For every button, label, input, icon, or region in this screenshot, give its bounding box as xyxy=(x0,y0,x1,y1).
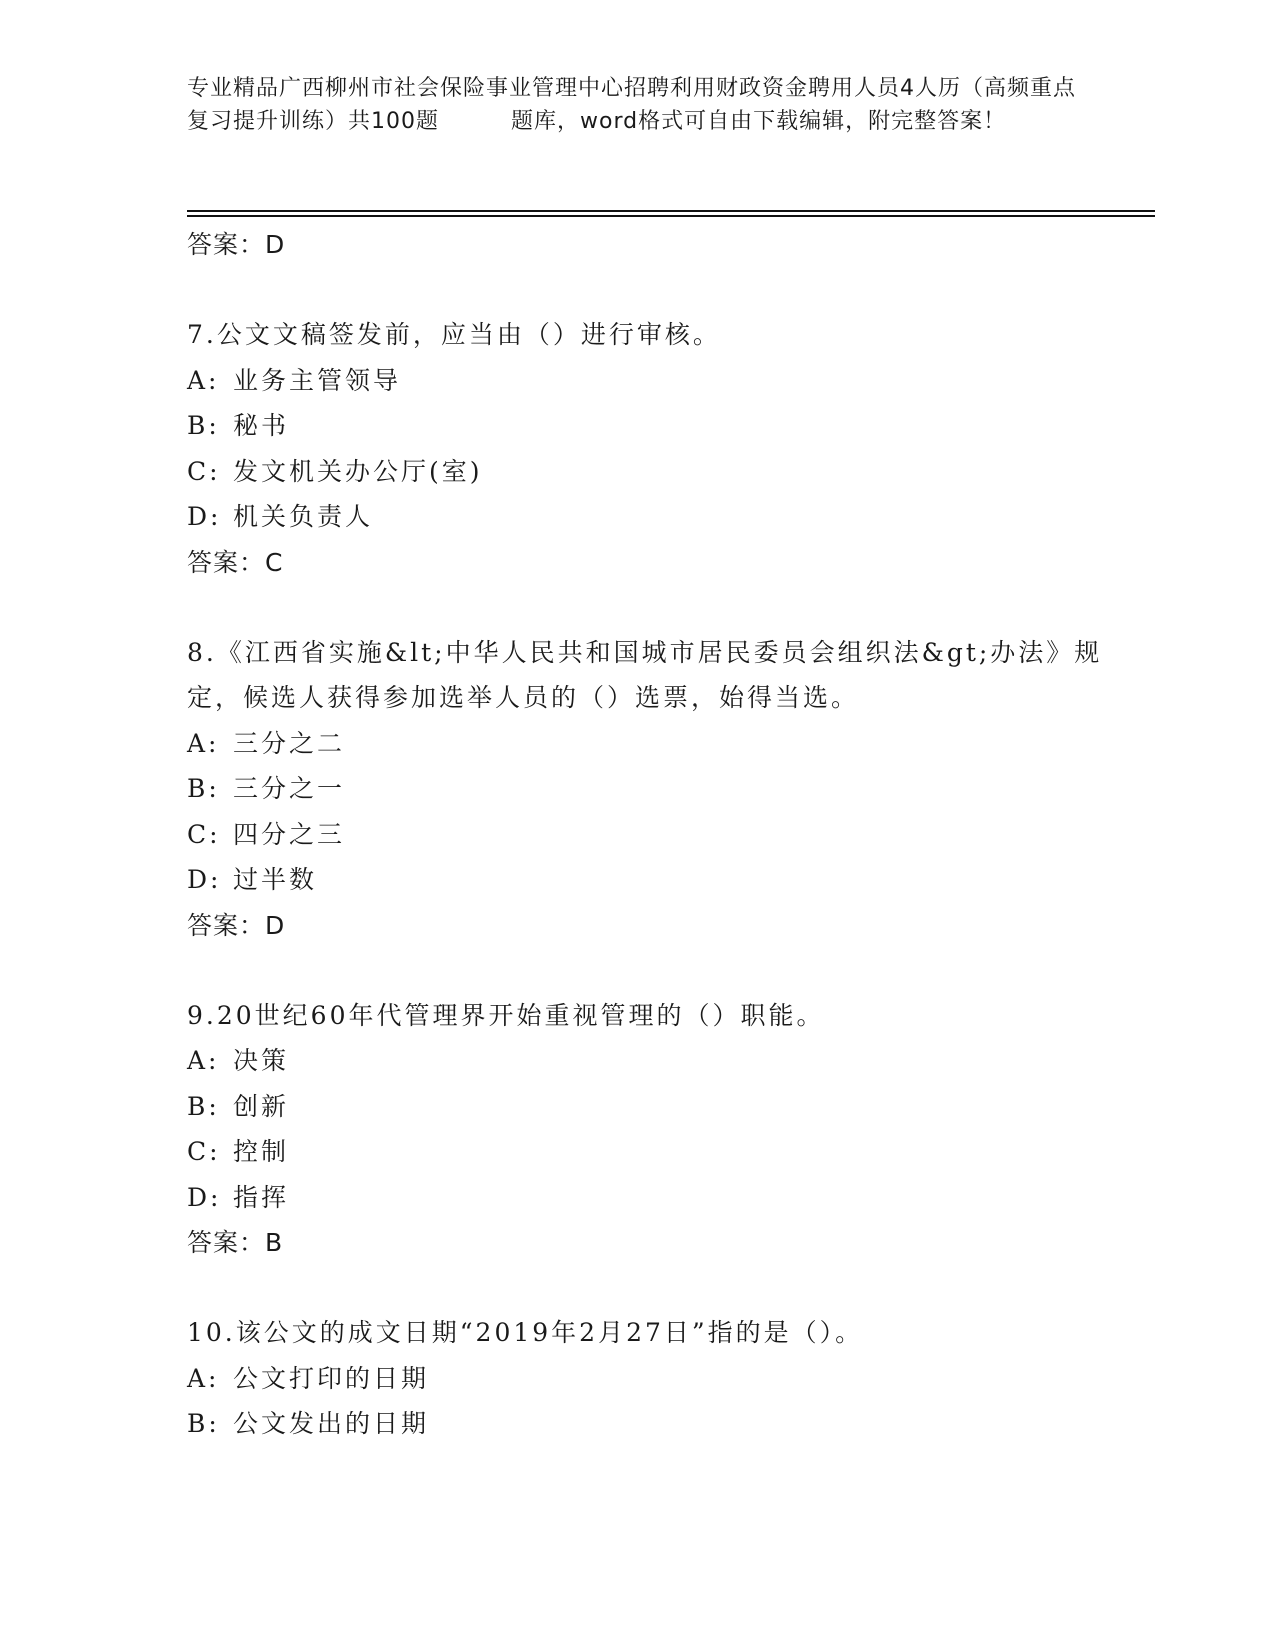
question-stem: 9.20世纪60年代管理界开始重视管理的（）职能。 xyxy=(187,1000,825,1030)
option-text: 过半数 xyxy=(233,865,318,894)
document-body xyxy=(187,222,1117,1447)
option-a xyxy=(187,721,1117,767)
question-stem: 7.公文文稿签发前，应当由（）进行审核。 xyxy=(187,320,721,349)
option-letter: D: xyxy=(187,502,222,531)
option-text: 业务主管领导 xyxy=(233,365,402,395)
option-c xyxy=(187,812,1117,858)
option-text: 公文打印的日期 xyxy=(233,1363,430,1393)
option-text: 控制 xyxy=(233,1137,290,1166)
header-title-part1: 专业精品广西柳州市社会保险事业管理中心招聘利用财政资金聘用人员4人历（高频重点复习提升训练）共100题 xyxy=(187,76,1076,134)
header-title-part2: 题库，word格式可自由下载编辑，附完整答案！ xyxy=(511,109,1007,134)
option-letter: A: xyxy=(187,1363,220,1393)
option-letter: C: xyxy=(187,1137,221,1166)
answer-line: 答案：B xyxy=(187,1228,284,1257)
option-c xyxy=(187,1129,1117,1175)
option-b xyxy=(187,766,1117,812)
previous-answer: 答案：D xyxy=(187,230,286,259)
question-8 xyxy=(187,630,1117,949)
option-text: 四分之三 xyxy=(233,819,346,849)
option-text: 三分之一 xyxy=(233,774,346,803)
document-header xyxy=(187,72,1087,138)
answer-line: 答案：C xyxy=(187,547,284,577)
question-9 xyxy=(187,993,1117,1267)
option-text: 机关负责人 xyxy=(233,502,374,531)
option-letter: C: xyxy=(187,456,221,486)
option-letter: C: xyxy=(187,819,221,849)
option-letter: A: xyxy=(187,1046,220,1075)
option-text: 指挥 xyxy=(233,1182,290,1212)
header-rule-bottom xyxy=(187,215,1155,217)
option-text: 秘书 xyxy=(233,411,290,440)
option-b xyxy=(187,1401,1117,1447)
option-b xyxy=(187,403,1117,449)
question-7 xyxy=(187,312,1117,586)
option-text: 创新 xyxy=(233,1091,290,1121)
option-text: 公文发出的日期 xyxy=(233,1409,430,1438)
option-text: 发文机关办公厅(室) xyxy=(233,456,483,486)
option-a xyxy=(187,1038,1117,1084)
answer-line: 答案：D xyxy=(187,910,286,940)
option-letter: B: xyxy=(187,774,220,803)
question-stem: 8.《江西省实施&lt;中华人民共和国城市居民委员会组织法&gt;办法》规定，候选人获得参加选举人员的（）选票，始得当选。 xyxy=(187,637,1103,712)
option-b xyxy=(187,1084,1117,1130)
option-d xyxy=(187,1175,1117,1221)
option-letter: A: xyxy=(187,365,220,395)
option-letter: B: xyxy=(187,1409,220,1438)
option-letter: D: xyxy=(187,1182,222,1212)
option-letter: D: xyxy=(187,865,222,894)
option-letter: B: xyxy=(187,411,220,440)
option-d xyxy=(187,857,1117,903)
option-text: 三分之二 xyxy=(233,728,346,758)
question-10 xyxy=(187,1310,1117,1447)
question-stem: 10.该公文的成文日期“2019年2月27日”指的是（）。 xyxy=(187,1318,864,1347)
option-d xyxy=(187,494,1117,540)
option-a xyxy=(187,1356,1117,1402)
option-letter: B: xyxy=(187,1091,220,1121)
option-a xyxy=(187,358,1117,404)
option-text: 决策 xyxy=(233,1046,290,1075)
option-letter: A: xyxy=(187,728,220,758)
header-rule-top xyxy=(187,210,1155,212)
option-c xyxy=(187,449,1117,495)
